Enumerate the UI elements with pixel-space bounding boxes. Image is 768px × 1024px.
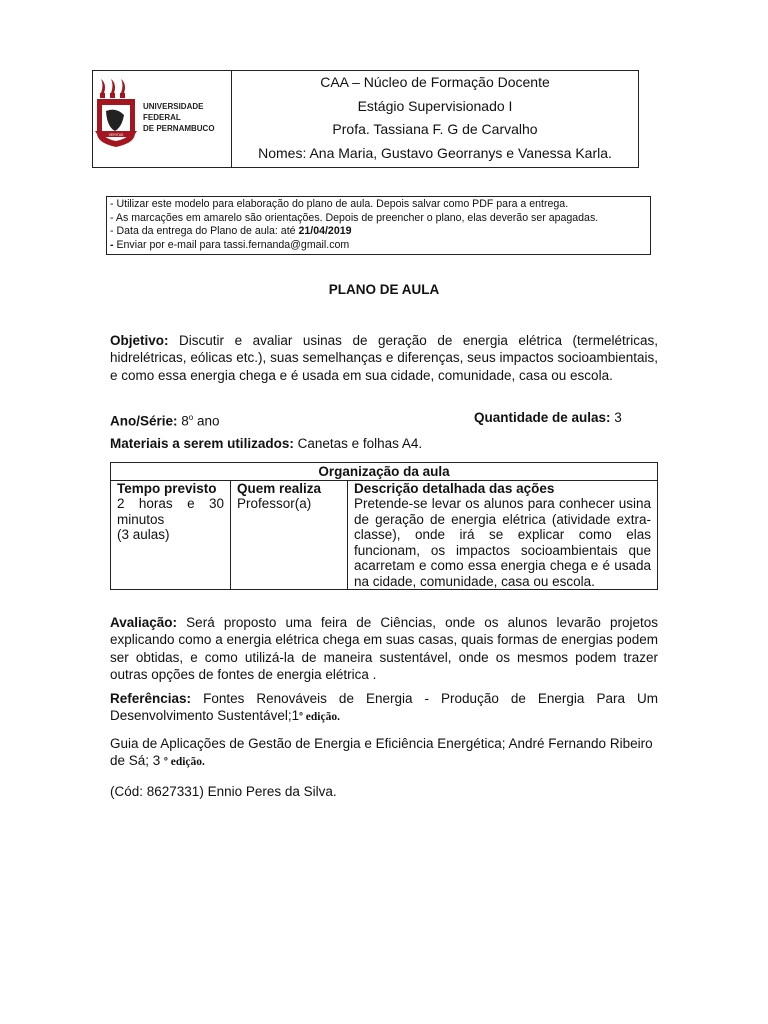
objetivo-section xyxy=(110,332,658,384)
header-line-3: Profa. Tassiana F. G de Carvalho xyxy=(332,121,538,137)
avaliacao-text: Será proposto uma feira de Ciências, onde os alunos levarão projetos explicando como a energia elétrica chega em suas casas, quais formas de energias podem ser obtidas, e como utilizá-la de maneira sustentável, onde os mesmos podem trazer outras opções de fontes de energia elétrica . xyxy=(110,615,658,683)
descricao-value: Pretende-se levar os alunos para conhecer usina de geração de energia elétrica (atividade extra- classe), onde irá se explicar como elas funcionam, os impactos socioambientais que acarretam e como essa energia chega e é usada na cidade, comunidade, casa ou escola. xyxy=(354,496,651,589)
descricao-header: Descrição detalhada das ações xyxy=(354,480,555,496)
quem-cell xyxy=(231,480,348,590)
table-row xyxy=(111,480,658,590)
logo-line-2: FEDERAL xyxy=(143,113,181,122)
ano-value-rest: ano xyxy=(193,413,220,429)
materiais-label: Materiais a serem utilizados: xyxy=(110,436,294,451)
ano-label: Ano/Série: xyxy=(110,413,178,429)
instruction-line-3-text: - Data da entrega do Plano de aula: até xyxy=(110,225,299,237)
logo-line-3: DE PERNAMBUCO xyxy=(143,124,215,133)
header-line-2: Estágio Supervisionado I xyxy=(357,97,513,114)
ano-value: 8 xyxy=(177,413,189,429)
referencia-2-edicao: º edição. xyxy=(164,756,205,769)
referencia-2-text: Guia de Aplicações de Gestão de Energia e Eficiência Energética; André Fernando Ribeiro de Sá; 3 xyxy=(110,736,653,769)
materiais-section xyxy=(110,435,658,452)
instruction-line-3 xyxy=(110,225,647,239)
tempo-value: 2 horas e 30 minutos xyxy=(117,496,224,527)
descricao-cell xyxy=(348,480,658,590)
page-title: PLANO DE AULA xyxy=(328,282,440,297)
avaliacao-label: Avaliação: xyxy=(110,615,178,630)
quantidade-row xyxy=(474,409,622,426)
referencia-1-text: Fontes Renováveis de Energia - Produção de Energia Para Um Desenvolvimento Sustentável;1 xyxy=(110,691,658,724)
objetivo-text: Discutir e avaliar usinas de geração de energia elétrica (termelétricas, hidrelétricas, eólicas etc.), suas semelhanças e diferenças, seus impactos socioambientais, e como essa energia chega e é usada em sua cidade, comunidade, casa ou escola. xyxy=(110,333,658,383)
ufpe-crest-icon xyxy=(93,71,231,167)
tempo-header: Tempo previsto xyxy=(117,480,217,496)
referencia-2 xyxy=(110,735,658,772)
quantidade-label: Quantidade de aulas: xyxy=(474,410,611,425)
quem-value: Professor(a) xyxy=(237,496,312,511)
tempo-cell xyxy=(111,480,231,590)
svg-text:VERITAS: VERITAS xyxy=(108,133,124,137)
referencias-section xyxy=(110,690,658,727)
header-line-4: Nomes: Ana Maria, Gustavo Georranys e Vanessa Karla. xyxy=(258,144,612,161)
quantidade-value: 3 xyxy=(610,410,622,425)
delivery-date: 21/04/2019 xyxy=(298,225,352,237)
materiais-text: Canetas e folhas A4. xyxy=(293,436,423,451)
header-text xyxy=(232,71,638,167)
instruction-line-2: - As marcações em amarelo são orientações. Depois de preencher o plano, elas deverão ser apagadas. xyxy=(110,211,599,224)
table-caption-row xyxy=(111,463,658,481)
header-line-1: CAA – Núcleo de Formação Docente xyxy=(320,74,550,90)
logo-line-1: UNIVERSIDADE xyxy=(143,102,204,111)
referencia-3: (Cód: 8627331) Ennio Peres da Silva. xyxy=(110,784,337,799)
quem-header: Quem realiza xyxy=(237,480,322,496)
instruction-line-1: - Utilizar este modelo para elaboração do plano de aula. Depois salvar como PDF para a entrega. xyxy=(110,198,569,210)
avaliacao-section xyxy=(110,614,658,684)
organizacao-table xyxy=(110,462,658,590)
objetivo-label: Objetivo: xyxy=(110,333,169,348)
referencias-label: Referências: xyxy=(110,691,192,706)
referencia-1-edicao: º edição. xyxy=(299,711,340,724)
instruction-line-4-text: Enviar por e-mail para tassi.fernanda@gmail.com xyxy=(113,238,350,251)
tempo-aulas: (3 aulas) xyxy=(117,527,170,542)
ano-superscript: o xyxy=(188,413,194,422)
instruction-dash: - xyxy=(110,238,114,251)
table-caption: Organização da aula xyxy=(111,463,658,481)
instructions-box xyxy=(106,196,651,255)
university-logo xyxy=(93,71,232,167)
header-box xyxy=(92,70,639,168)
instruction-line-4 xyxy=(110,239,647,253)
